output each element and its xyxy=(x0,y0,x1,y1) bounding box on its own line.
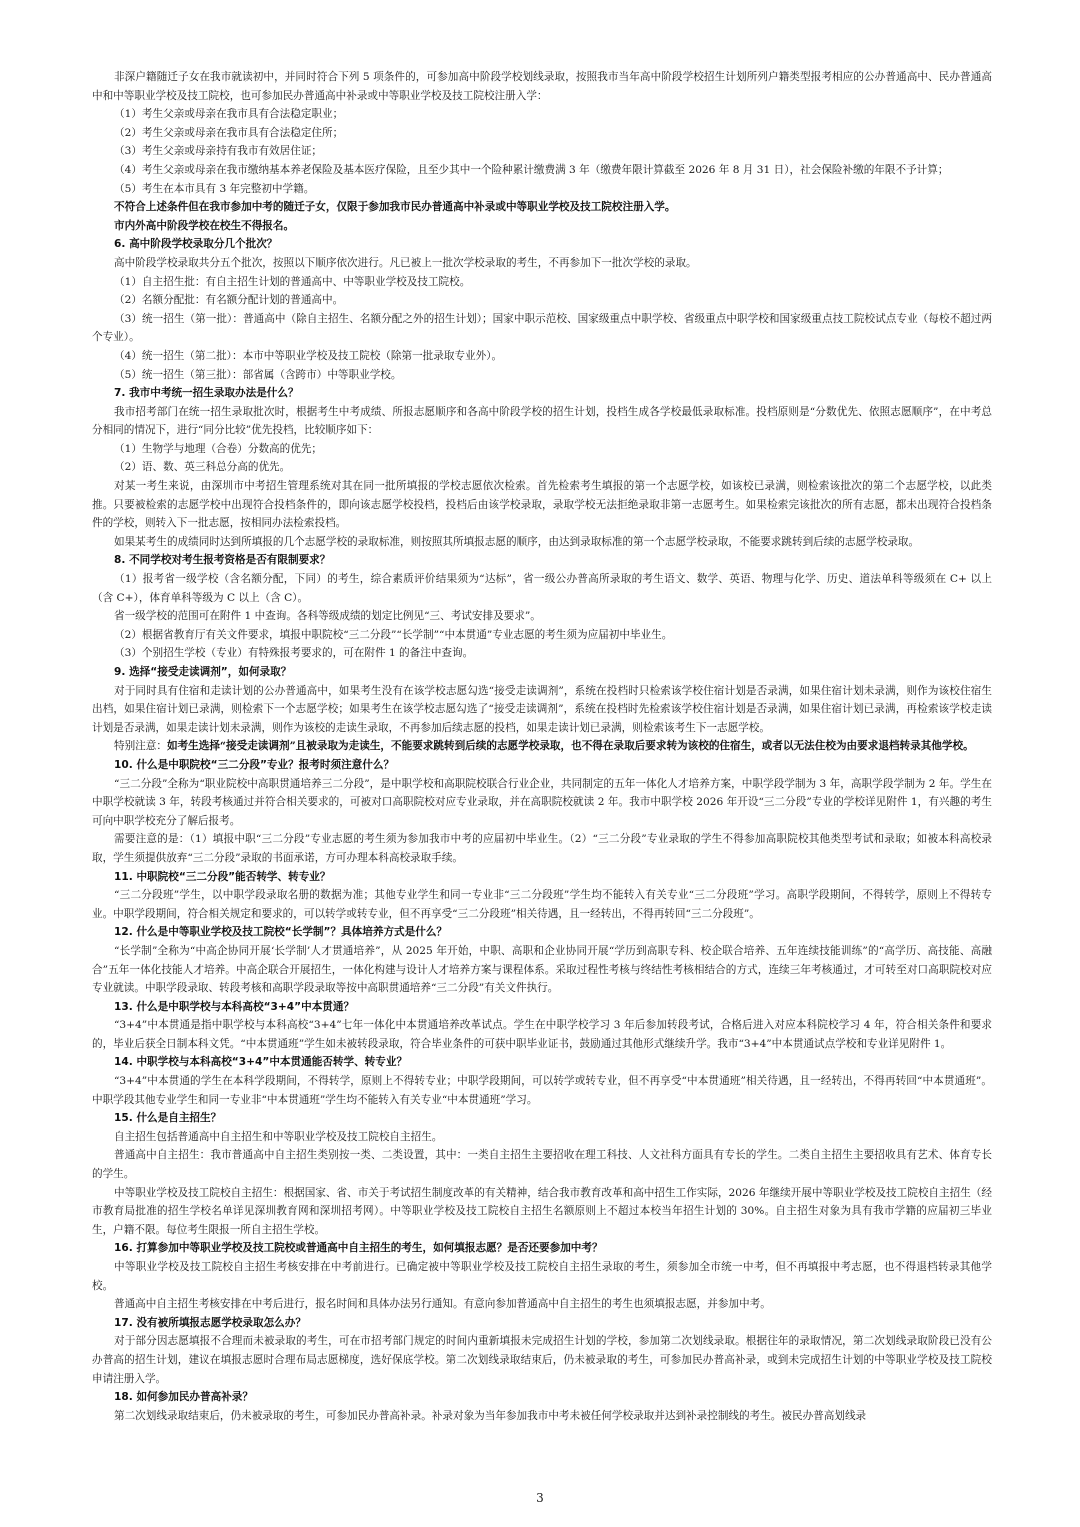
bold-notice: 市内外高中阶段学校在校生不得报名。 xyxy=(114,219,295,232)
section-heading-9: 9. 选择“接受走读调剂”，如何录取？ xyxy=(114,666,292,678)
section-heading-11: 11. 中职院校“三二分段”能否转学、转专业？ xyxy=(114,870,331,883)
paragraph: 高中阶段学校录取共分五个批次，按照以下顺序依次进行。凡已被上一批次学校录取的考生，不再参加下一批次学校的录取。 xyxy=(114,256,697,269)
paragraph-special-note xyxy=(92,737,992,756)
list-item: （2）名额分配批：有名额分配计划的普通高中。 xyxy=(114,294,344,307)
section-heading-8: 8. 不同学校对考生报考资格是否有限制要求？ xyxy=(114,554,331,567)
list-item: （4）考生父亲或母亲在我市缴纳基本养老保险及基本医疗保险，且至少其中一个险种累计缴费满 3 年（缴费年限计算截至 2026 年 8 月 31 日），社会保险补缴的年限不予计算； xyxy=(114,163,949,176)
list-item: （2）考生父亲或母亲在我市具有合法稳定住所； xyxy=(114,126,344,139)
list-item: （1）自主招生批：有自主招生计划的普通高中、中等职业学校及技工院校。 xyxy=(114,275,471,288)
paragraph: 我市招考部门在统一招生录取批次时，根据考生中考成绩、所报志愿顺序和各高中阶段学校的招生计划，投档生成各学校最低录取标准。投档原则是“分数优先、依照志愿顺序”，在中考总分相同的情况下，进行“同分比较”优先投档，比较顺序如下： xyxy=(92,405,992,437)
paragraph: “3+4”中本贯通的学生在本科学段期间，不得转学，原则上不得转专业；中职学段期间，可以转学或转专业，但不再享受“中本贯通班”相关待遇，且一经转出，不得再转回“中本贯通班”。中职学段其他专业学生和同一专业非“中本贯通班”学生均不能转入有关专业“中本贯通班”学习。 xyxy=(92,1075,992,1106)
list-item: （1）生物学与地理（合卷）分数高的优先； xyxy=(114,442,323,455)
paragraph: “三二分段班”学生，以中职学段录取名册的数据为准；其他专业学生和同一专业非“三二分段班”学生均不能转入有关专业“三二分段班”学习。高职学段期间，不得转学，原则上不得转专业。中职学段期间，符合相关规定和要求的，可以转学或转专业，但不再享受“三二分段班”相关待遇，且一经转出，不得再转回“三二分段班”。 xyxy=(92,889,992,920)
paragraph: （1）报考省一级学校（含名额分配，下同）的考生，综合素质评价结果须为“达标”，省一级公办普高所录取的考生语文、数学、英语、物理与化学、历史、道法单科等级须在 C+ 以上（含 C+），体育单科等级为 C 以上（含 C）。 xyxy=(92,573,992,604)
paragraph: 自主招生包括普通高中自主招生和中等职业学校及技工院校自主招生。 xyxy=(114,1130,443,1143)
section-heading-12: 12. 什么是中等职业学校及技工院校“长学制”？具体培养方式是什么？ xyxy=(114,926,448,939)
list-item: （5）统一招生（第三批）：部省属（含跨市）中等职业学校。 xyxy=(114,368,402,381)
paragraph: 对某一考生来说，由深圳市中考招生管理系统对其在同一批所填报的学校志愿依次检索。首先检索考生填报的第一个志愿学校，如该校已录满，则检索该批次的第二个志愿学校，以此类推。只要被检索的志愿学校中出现符合投档条件的，即向该志愿学校投档，投档后由该学校录取，录取学校无法拒绝录取非第一志愿考生。如果检索完该批次的所有志愿，都未出现符合投档条件的学校，则转入下一批志愿，按相同办法检索投档。 xyxy=(92,480,992,530)
section-heading-17: 17. 没有被所填报志愿学校录取怎么办？ xyxy=(114,1316,306,1329)
paragraph: 中等职业学校及技工院校自主招生：根据国家、省、市关于考试招生制度改革的有关精神，结合我市教育改革和高中招生工作实际，2026 年继续开展中等职业学校及技工院校自主招生（经市教育局批准的招生学校名单详见深圳教育网和深圳招考网）。中等职业学校及技工院校自主招生名额原则上不超过本校当年招生计划的 30%。自主招生对象为具有我市学籍的应届初三毕业生，户籍不限。每位考生限报一所自主招生学校。 xyxy=(92,1186,992,1236)
paragraph: “长学制”全称为“中高企协同开展‘长学制’人才贯通培养”，从 2025 年开始，中职、高职和企业协同开展“学历到高职专科、校企联合培养、五年连续技能训练”的“高学历、高技能、高融合”五年一体化技能人才培养。中高企联合开展招生，一体化构建与设计人才培养方案与课程体系。采取过程性考核与终结性考核相结合的方式，连续三年考核通过，才可转至对口高职院校对应专业就读。中职学段录取、转段考核和高职学段录取等按中高职贯通培养“三二分段”有关文件执行。 xyxy=(92,944,992,995)
paragraph: 如果某考生的成绩同时达到所填报的几个志愿学校的录取标准，则按照其所填报志愿的顺序，由达到录取标准的第一个志愿学校录取，不能要求跳转到后续的志愿学校录取。 xyxy=(114,535,920,548)
special-note-bold: 如考生选择“接受走读调剂”且被录取为走读生，不能要求跳转到后续的志愿学校录取，也不得在录取后要求转为该校的住宿生，或者以无法住校为由要求退档转录其他学校。 xyxy=(166,740,974,753)
special-note-lead: 特别注意： xyxy=(114,740,167,753)
bold-notice: 不符合上述条件但在我市参加中考的随迁子女，仅限于参加我市民办普通高中补录或中等职业学校及技工院校注册入学。 xyxy=(114,201,676,214)
paragraph: “三二分段”全称为“职业院校中高职贯通培养三二分段”，是中职学校和高职院校联合行业企业，共同制定的五年一体化人才培养方案，中职学段学制为 3 年，高职学段学制为 2 年。学生在中职学校就读 3 年，转段考核通过并符合相关要求的，可被对口高职院校对应专业录取，并在高职院校就读 2 年。我市中职学校 2026 年开设“三二分段”专业的学校详见附件 1，有兴趣的考生可向中职学校充分了解后报考。 xyxy=(92,777,992,827)
document-body xyxy=(92,68,992,1425)
list-item: （4）统一招生（第二批）：本市中等职业学校及技工院校（除第一批录取专业外）。 xyxy=(114,349,503,362)
section-heading-7: 7. 我市中考统一招生录取办法是什么？ xyxy=(114,387,299,400)
page-number: 3 xyxy=(536,1491,544,1505)
paragraph: “3+4”中本贯通是指中职学校与本科高校“3+4”七年一体化中本贯通培养改革试点。学生在中职学校学习 3 年后参加转段考试，合格后进入对应本科院校学习 4 年，符合相关条件和要求的，毕业后获全日制本科文凭。“中本贯通班”学生如未被转段录取，符合毕业条件的可获中职毕业证书，鼓励通过其他形式继续升学。我市“3+4”中本贯通试点学校和专业详见附件 1。 xyxy=(92,1019,992,1050)
list-item: （3）考生父亲或母亲持有我市有效居住证； xyxy=(114,145,323,158)
paragraph: 第二次划线录取结束后，仍未被录取的考生，可参加民办普高补录。补录对象为当年参加我市中考未被任何学校录取并达到补录控制线的考生。被民办普高划线录 xyxy=(114,1409,867,1422)
section-heading-16: 16. 打算参加中等职业学校及技工院校或普通高中自主招生的考生，如何填报志愿？是否还要参加中考？ xyxy=(114,1242,603,1255)
section-heading-14: 14. 中职学校与本科高校“3+4”中本贯通能否转学、转专业？ xyxy=(114,1056,408,1069)
section-heading-18: 18. 如何参加民办普高补录？ xyxy=(114,1391,253,1404)
list-item: （3）统一招生（第一批）：普通高中（除自主招生、名额分配之外的招生计划）；国家中职示范校、国家级重点中职学校、省级重点中职学校和国家级重点技工院校试点专业（每校不超过两个专业）。 xyxy=(92,312,992,344)
section-heading-6: 6. 高中阶段学校录取分几个批次？ xyxy=(114,238,278,251)
paragraph: （2）根据省教育厅有关文件要求，填报中职院校“三二分段”“长学制”“中本贯通”专业志愿的考生须为应届初中毕业生。 xyxy=(114,628,673,641)
section-heading-13: 13. 什么是中职学校与本科高校“3+4”中本贯通？ xyxy=(114,1000,355,1013)
section-heading-10: 10. 什么是中职院校“三二分段”专业？报考时须注意什么？ xyxy=(114,758,395,771)
list-item: （1）考生父亲或母亲在我市具有合法稳定职业； xyxy=(114,108,344,121)
paragraph: 省一级学校的范围可在附件 1 中查询。各科等级成绩的划定比例见“三、考试安排及要求”。 xyxy=(114,610,541,623)
section-heading-15: 15. 什么是自主招生？ xyxy=(114,1112,222,1125)
paragraph: 对于部分因志愿填报不合理而未被录取的考生，可在市招考部门规定的时间内重新填报未完成招生计划的学校，参加第二次划线录取。根据往年的录取情况，第二次划线录取阶段已没有公办普高的招生计划，建议在填报志愿时合理布局志愿梯度，选好保底学校。第二次划线录取结束后，仍未被录取的考生，可参加民办普高补录，或到未完成招生计划的中等职业学校及技工院校申请注册入学。 xyxy=(92,1335,992,1385)
paragraph: 非深户籍随迁子女在我市就读初中，并同时符合下列 5 项条件的，可参加高中阶段学校划线录取，按照我市当年高中阶段学校招生计划所列户籍类型报考相应的公办普通高中、民办普通高中和中等职业学校及技工院校，也可参加民办普通高中补录或中等职业学校及技工院校注册入学： xyxy=(92,71,992,102)
paragraph: （3）个别招生学校（专业）有特殊报考要求的，可在附件 1 的备注中查询。 xyxy=(114,647,474,660)
paragraph: 需要注意的是：（1）填报中职“三二分段”专业志愿的考生须为参加我市中考的应届初中毕业生。（2）“三二分段”专业录取的学生不得参加高职院校其他类型考试和录取；如被本科高校录取，学生须提供放弃“三二分段”录取的书面承诺，方可办理本科高校录取手续。 xyxy=(92,833,992,864)
paragraph: 普通高中自主招生：我市普通高中自主招生类别按一类、二类设置，其中：一类自主招生主要招收在理工科技、人文社科方面具有专长的学生。二类自主招生主要招收具有艺术、体育专长的学生。 xyxy=(92,1149,992,1181)
paragraph: 对于同时具有住宿和走读计划的公办普通高中，如果考生没有在该学校志愿勾选“接受走读调剂”，系统在投档时只检索该学校住宿计划是否录满，如果住宿计划未录满，则作为该校住宿生出档，如果住宿计划已录满，则检索下一个志愿学校；如果考生在该学校志愿勾选了“接受走读调剂”，系统在投档时先检索该学校住宿计划是否录满，如果住宿计划已录满，再检索该学校走读计划是否录满，如果走读计划未录满，则作为该校的走读生录取，不再参加后续志愿的投档，如果走读计划已录满，则检索该考生下一志愿学校。 xyxy=(92,684,992,734)
paragraph: 中等职业学校及技工院校自主招生考核安排在中考前进行。已确定被中等职业学校及技工院校自主招生录取的考生，须参加全市统一中考，但不再填报中考志愿，也不得退档转录其他学校。 xyxy=(92,1261,992,1292)
list-item: （2）语、数、英三科总分高的优先。 xyxy=(114,461,291,474)
list-item: （5）考生在本市具有 3 年完整初中学籍。 xyxy=(114,182,315,195)
paragraph: 普通高中自主招生考核安排在中考后进行，报名时间和具体办法另行通知。有意向参加普通高中自主招生的考生也须填报志愿，并参加中考。 xyxy=(114,1298,771,1311)
